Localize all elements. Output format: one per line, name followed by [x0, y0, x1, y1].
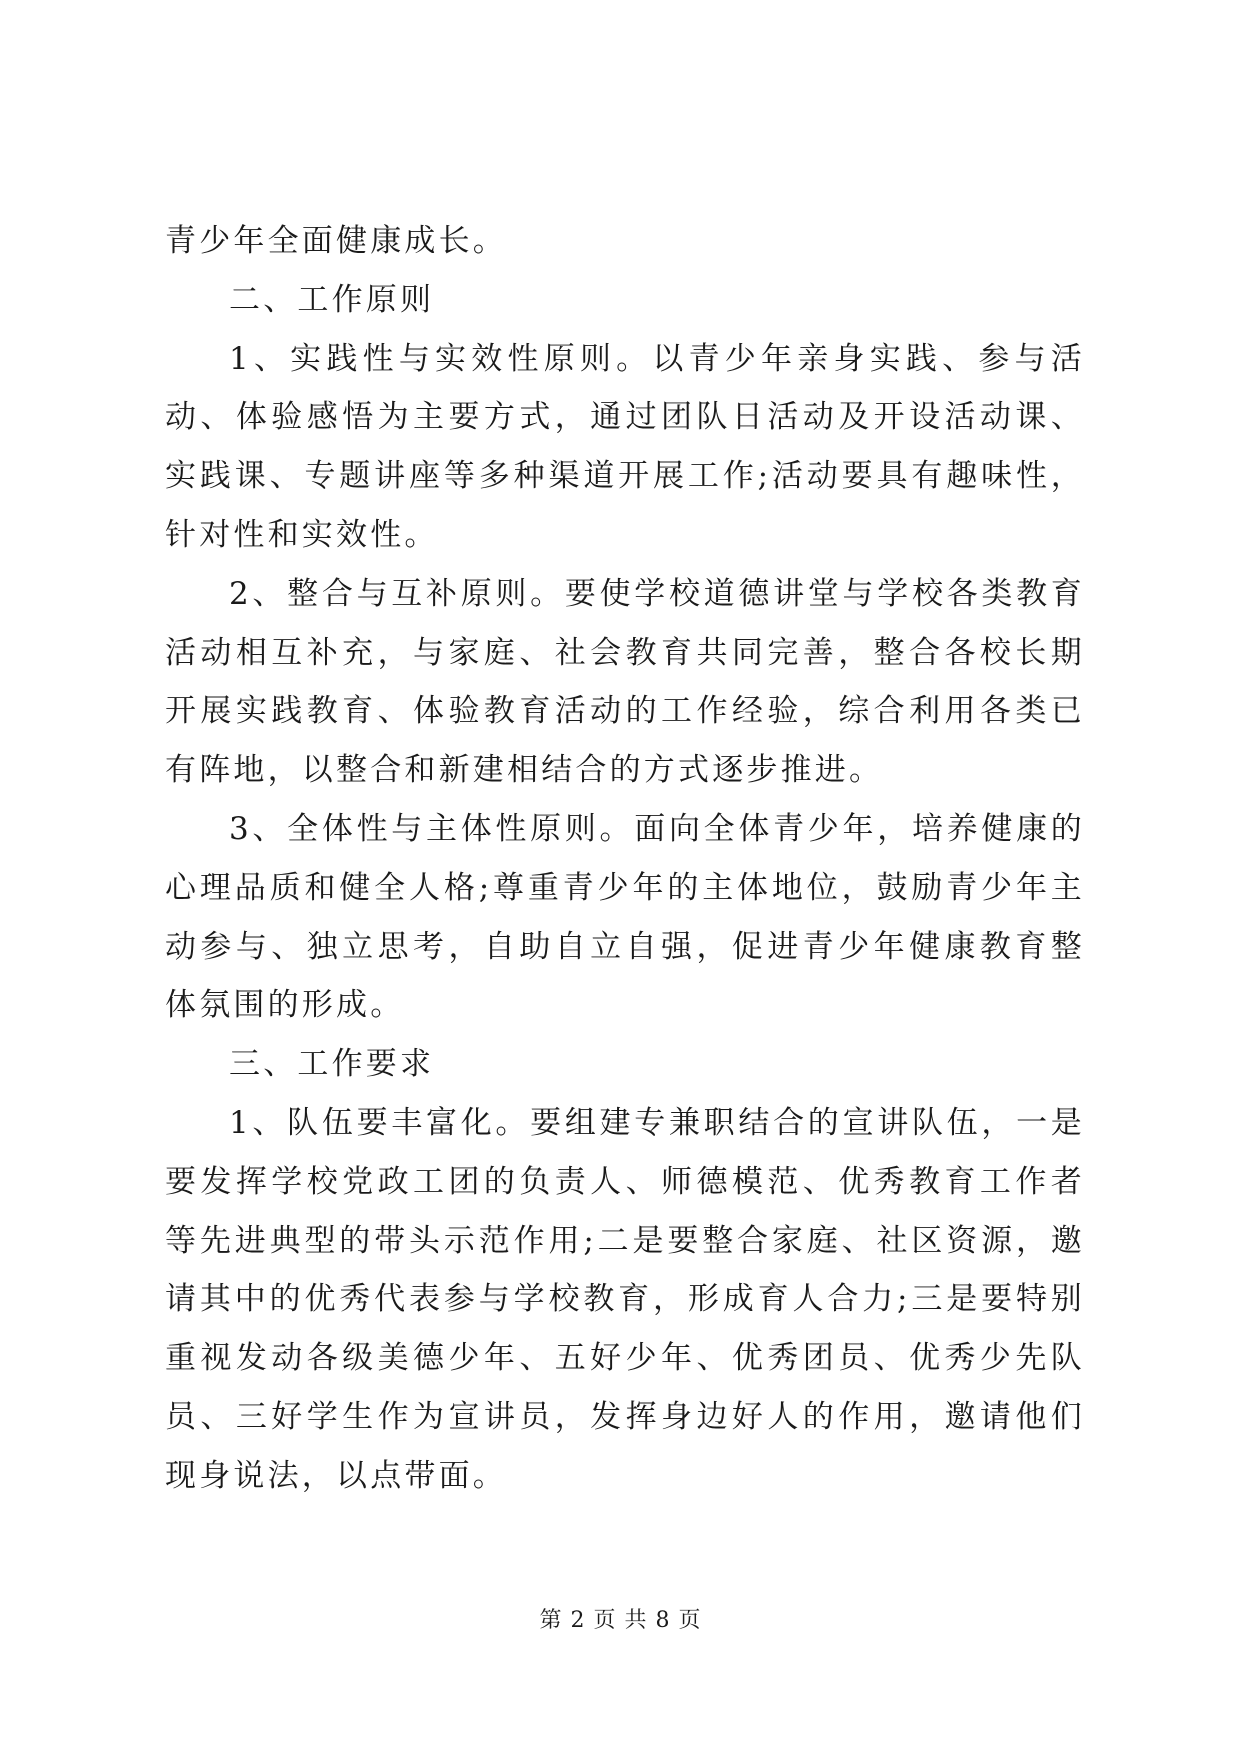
paragraph-principle-3: 3、全体性与主体性原则。面向全体青少年，培养健康的心理品质和健全人格;尊重青少年的主体地位，鼓励青少年主动参与、独立思考，自助自立自强，促进青少年健康教育整体氛围的形成。 [165, 810, 1085, 1024]
section-heading-requirements: 三、工作要求 [229, 1046, 435, 1083]
page-footer: 第 2 页 共 8 页 [539, 1608, 702, 1633]
document-body [165, 212, 1085, 1506]
paragraph-requirement-1: 1、队伍要丰富化。要组建专兼职结合的宣讲队伍，一是要发挥学校党政工团的负责人、师德模范、优秀教育工作者等先进典型的带头示范作用;二是要整合家庭、社区资源，邀请其中的优秀代表参与学校教育，形成育人合力;三是要特别重视发动各级美德少年、五好少年、优秀团员、优秀少先队员、三好学生作为宣讲员，发挥身边好人的作用，邀请他们现身说法，以点带面。 [165, 1104, 1085, 1494]
paragraph-continuation: 青少年全面健康成长。 [165, 223, 507, 259]
paragraph-principle-1: 1、实践性与实效性原则。以青少年亲身实践、参与活动、体验感悟为主要方式，通过团队日活动及开设活动课、实践课、专题讲座等多种渠道开展工作;活动要具有趣味性，针对性和实效性。 [165, 340, 1085, 553]
paragraph-principle-2: 2、整合与互补原则。要使学校道德讲堂与学校各类教育活动相互补充，与家庭、社会教育共同完善，整合各校长期开展实践教育、体验教育活动的工作经验，综合利用各类已有阵地，以整合和新建相结合的方式逐步推进。 [165, 575, 1085, 789]
section-heading-principles: 二、工作原则 [229, 281, 435, 318]
